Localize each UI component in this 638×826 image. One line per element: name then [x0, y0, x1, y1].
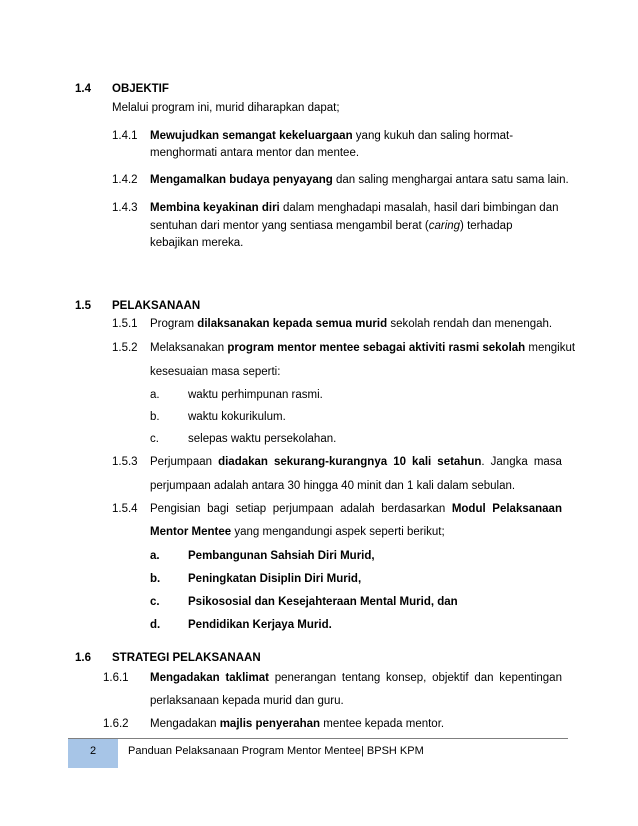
word: Pengisian [150, 503, 201, 515]
item-text-cont: menghormati antara mentor dan mentee. [150, 147, 360, 159]
item-bold: Membina keyakinan diri [150, 202, 280, 214]
word: kepentingan [499, 672, 562, 684]
item-bold: Mewujudkan semangat kekeluargaan [150, 130, 353, 142]
item-bold: Mengamalkan budaya penyayang [150, 174, 333, 186]
word: diadakan [218, 456, 268, 468]
word: Perjumpaan [150, 456, 213, 468]
list-marker: b. [150, 573, 161, 585]
section-number: 1.6 [75, 652, 91, 664]
word: 10 [393, 456, 406, 468]
item-bold: Mentor Mentee [150, 526, 232, 538]
section-number: 1.5 [75, 300, 91, 312]
item-number: 1.4.3 [112, 202, 138, 214]
item-text-cont: perlaksanaan kepada murid dan guru. [150, 695, 344, 707]
word: Modul [451, 503, 486, 515]
list-item: Peningkatan Disiplin Diri Murid, [188, 573, 362, 585]
item-rest: mengikut [525, 342, 576, 354]
list-marker: d. [150, 619, 161, 631]
section-heading: STRATEGI PELAKSANAAN [112, 652, 261, 664]
item-pre: Program [150, 318, 198, 330]
word: adalah [340, 503, 375, 515]
word-bold: setahun [437, 456, 482, 468]
word: masa [533, 456, 562, 468]
item-italic: caring [428, 220, 461, 232]
section-intro: Melalui program ini, murid diharapkan dapat; [112, 102, 340, 114]
list-item: Pembangunan Sahsiah Diri Murid, [188, 550, 375, 562]
list-marker: c. [150, 596, 160, 608]
word: Pelaksanaan [492, 503, 562, 515]
word: objektif [432, 672, 469, 684]
item-rest: yang kukuh dan saling hormat- [352, 130, 514, 142]
word-punct: . [481, 456, 485, 468]
list-marker: b. [150, 411, 160, 423]
item-text [150, 201, 558, 216]
list-item: Psikososial dan Kesejahteraan Mental Murid, dan [188, 596, 458, 608]
item-number: 1.6.2 [103, 718, 129, 730]
word: dan [474, 672, 494, 684]
section-heading: OBJEKTIF [112, 83, 169, 95]
item-text-justified [150, 502, 562, 517]
item-bold: program mentor mentee sebagai aktiviti rasmi sekolah [227, 342, 526, 354]
item-number: 1.5.4 [112, 503, 138, 515]
word: Mengadakan [150, 672, 220, 684]
section-heading: PELAKSANAAN [112, 300, 201, 312]
word: Jangka [490, 456, 528, 468]
list-marker: c. [150, 433, 159, 445]
item-rest: yang mengandungi aspek seperti berikut; [231, 526, 445, 538]
list-marker: a. [150, 389, 160, 401]
item-rest: dalam menghadapi masalah, hasil dari bimbingan dan [279, 202, 559, 214]
item-text [150, 129, 513, 144]
list-item: Pendidikan Kerjaya Murid. [188, 619, 332, 631]
word: taklimat [225, 672, 269, 684]
item-text-cont: perjumpaan adalah antara 30 hingga 40 minit dan 1 kali dalam sebulan. [150, 480, 516, 492]
word: setiap [235, 503, 267, 515]
item-text-cont [150, 525, 445, 540]
item-text [150, 341, 575, 356]
page-number: 2 [89, 745, 97, 757]
item-number: 1.5.2 [112, 342, 138, 354]
item-text-b: ) terhadap [460, 220, 513, 232]
word: kali [412, 456, 432, 468]
list-marker: a. [150, 550, 160, 562]
item-text [150, 717, 444, 732]
item-bold: majlis penyerahan [219, 718, 321, 730]
word: tentang [341, 672, 381, 684]
item-text [150, 317, 552, 332]
item-bold: dilaksanakan kepada semua murid [197, 318, 388, 330]
item-text-justified [150, 671, 562, 686]
item-number: 1.4.2 [112, 174, 138, 186]
word: penerangan [274, 672, 337, 684]
item-text-cont: kebajikan mereka. [150, 237, 244, 249]
section-number: 1.4 [75, 83, 91, 95]
item-text-cont: kesesuaian masa seperti: [150, 366, 281, 378]
item-rest: mentee kepada mentor. [320, 718, 445, 730]
footer-divider [68, 738, 568, 739]
item-text-justified [150, 455, 562, 470]
word: perjumpaan [272, 503, 334, 515]
item-pre: Mengadakan [150, 718, 220, 730]
item-number: 1.5.3 [112, 456, 138, 468]
item-text-cont [150, 219, 512, 234]
word [437, 455, 484, 470]
list-item: waktu perhimpunan rasmi. [188, 389, 323, 401]
word: sekurang-kurangnya [274, 456, 388, 468]
footer-title: Panduan Pelaksanaan Program Mentor Mentee| BPSH KPM [128, 745, 424, 757]
word: konsep, [386, 672, 427, 684]
word: bagi [207, 503, 229, 515]
list-item: waktu kokurikulum. [188, 411, 286, 423]
item-number: 1.5.1 [112, 318, 138, 330]
item-text-a: sentuhan dari mentor yang sentiasa mengambil berat ( [150, 220, 429, 232]
item-rest: sekolah rendah dan menengah. [387, 318, 553, 330]
item-text [150, 173, 569, 188]
item-number: 1.6.1 [103, 672, 129, 684]
word: berdasarkan [381, 503, 446, 515]
item-pre: Melaksanakan [150, 342, 228, 354]
list-item: selepas waktu persekolahan. [188, 433, 337, 445]
item-number: 1.4.1 [112, 130, 138, 142]
item-rest: dan saling menghargai antara satu sama lain. [332, 174, 569, 186]
